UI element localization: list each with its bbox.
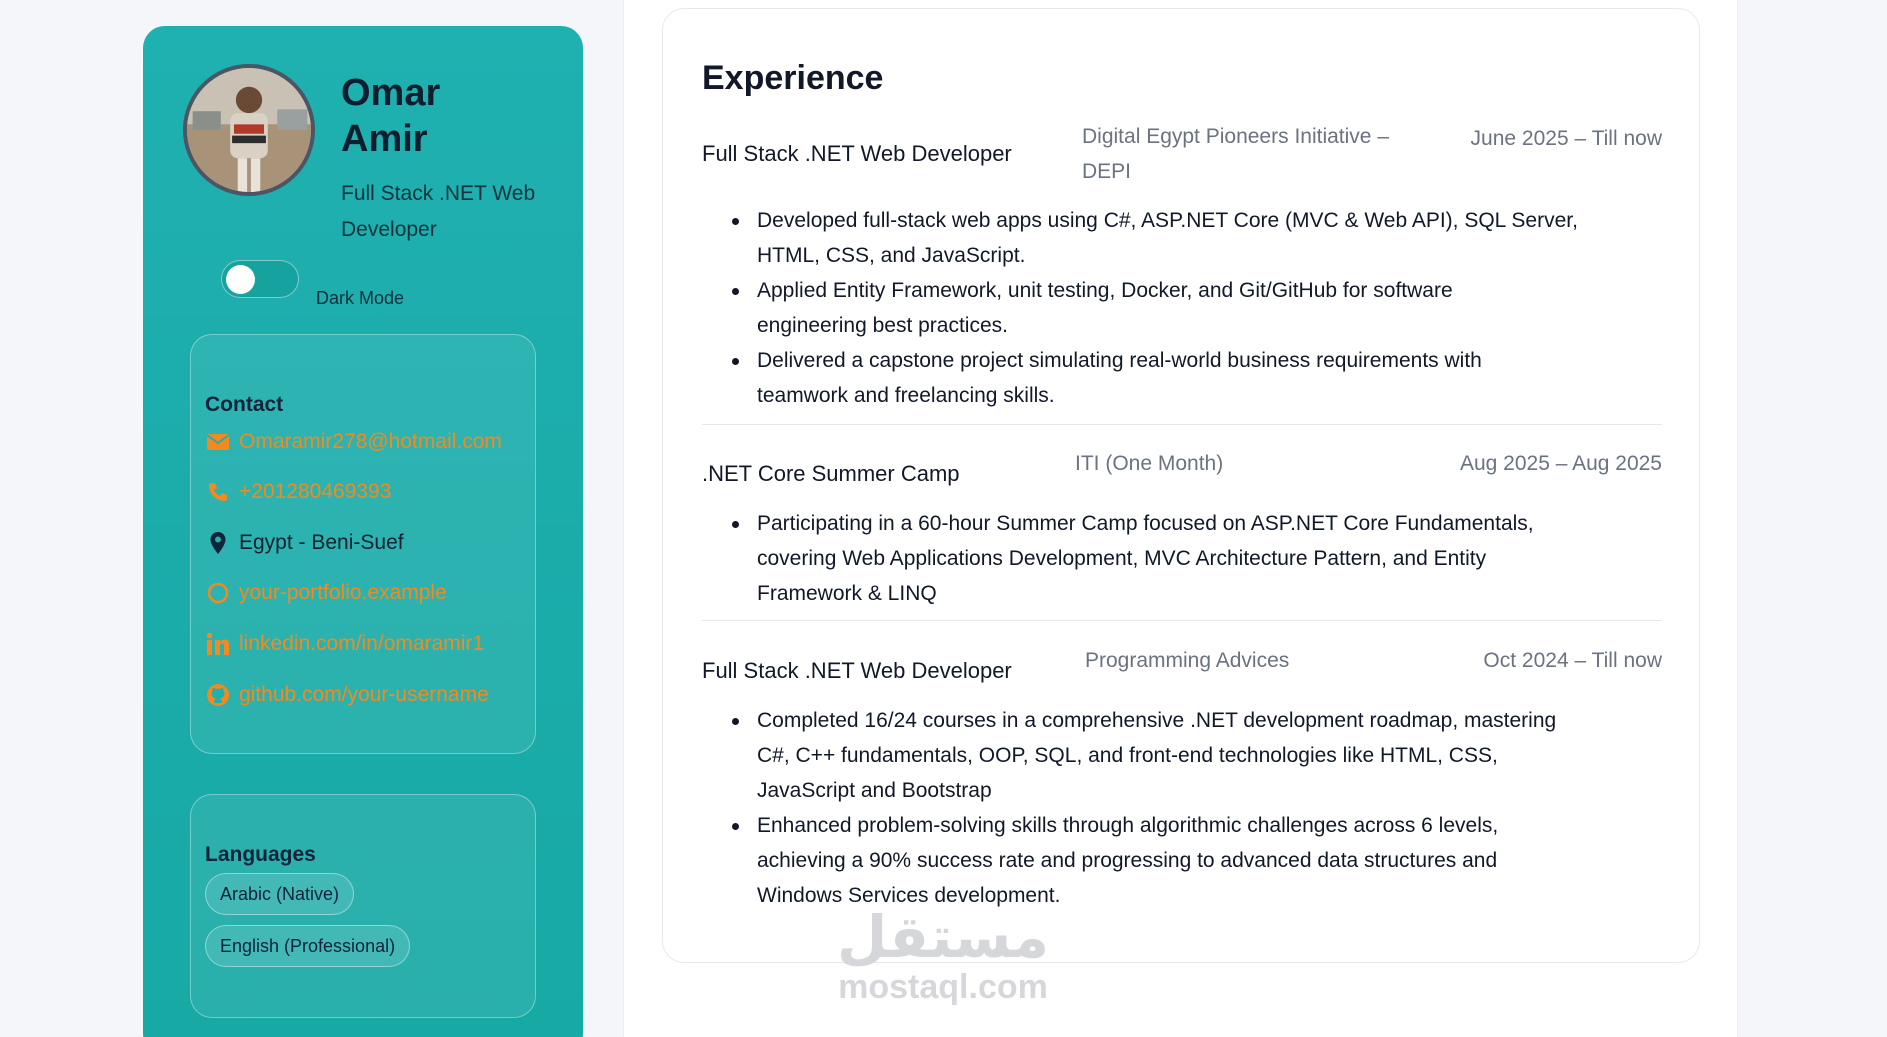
envelope-icon	[205, 429, 231, 455]
profile-name-first: Omar	[341, 72, 441, 114]
bullet-line: achieving a 90% success rate and progressing to advanced data structures and	[757, 849, 1498, 872]
email-link[interactable]	[205, 427, 502, 457]
job-bullet	[740, 703, 1556, 808]
job-item-programming-advices	[702, 643, 1662, 943]
email-text: Omaramir278@hotmail.com	[239, 430, 502, 453]
languages-card	[190, 794, 536, 1018]
profile-role	[341, 176, 561, 248]
bullet-line: Framework & LINQ	[757, 582, 937, 605]
profile-role-line2: Developer	[341, 218, 437, 241]
phone-text: +201280469393	[239, 480, 392, 503]
job-company-line2: DEPI	[1082, 160, 1132, 183]
job-company	[1082, 119, 1389, 189]
job-bullets	[740, 703, 1556, 913]
watermark-arabic: مستقل	[836, 903, 1050, 971]
dark-mode-toggle[interactable]	[221, 260, 299, 298]
job-bullets	[740, 203, 1578, 413]
job-bullet	[740, 808, 1556, 913]
portfolio-text: your-portfolio.example	[239, 581, 447, 604]
bullet-line: JavaScript and Bootstrap	[757, 779, 992, 802]
job-date: June 2025 – Till now	[1470, 127, 1662, 150]
bullet-line: Applied Entity Framework, unit testing, Docker, and Git/GitHub for software	[757, 279, 1453, 302]
job-bullet	[740, 203, 1578, 273]
bullet-line: Delivered a capstone project simulating real-world business requirements with	[757, 349, 1482, 372]
bullet-line: Completed 16/24 courses in a comprehensive .NET development roadmap, mastering	[757, 709, 1557, 732]
profile-name-last: Amir	[341, 118, 428, 160]
github-icon	[205, 682, 231, 708]
bullet-line: Participating in a 60-hour Summer Camp focused on ASP.NET Core Fundamentals,	[757, 512, 1534, 535]
contact-title: Contact	[205, 393, 284, 416]
dark-mode-label: Dark Mode	[316, 288, 405, 308]
location-row	[205, 528, 404, 558]
phone-icon	[205, 479, 231, 505]
main-content	[623, 0, 1738, 1037]
job-item-depi	[702, 119, 1662, 419]
job-bullet	[740, 343, 1578, 413]
avatar	[183, 64, 315, 196]
github-text: github.com/your-username	[239, 683, 489, 706]
language-chip-english: English (Professional)	[205, 925, 410, 967]
job-title: .NET Core Summer Camp	[702, 461, 960, 486]
watermark-latin: mostaql.com	[838, 968, 1048, 1006]
experience-title: Experience	[702, 59, 884, 97]
bullet-line: teamwork and freelancing skills.	[757, 384, 1055, 407]
bullet-line: Developed full-stack web apps using C#, ASP.NET Core (MVC & Web API), SQL Server,	[757, 209, 1578, 232]
profile-photo	[187, 68, 311, 192]
contact-card	[190, 334, 536, 754]
languages-title: Languages	[205, 843, 316, 866]
divider	[702, 424, 1662, 425]
linkedin-text: linkedin.com/in/omaramir1	[239, 632, 485, 655]
job-date: Oct 2024 – Till now	[1483, 649, 1662, 672]
phone-link[interactable]	[205, 477, 391, 507]
job-title: Full Stack .NET Web Developer	[702, 658, 1012, 683]
experience-card	[662, 8, 1700, 963]
divider	[702, 620, 1662, 621]
toggle-knob	[226, 265, 255, 294]
job-company: Programming Advices	[1085, 649, 1290, 672]
profile-role-line1: Full Stack .NET Web	[341, 182, 536, 205]
job-company: ITI (One Month)	[1075, 452, 1224, 475]
profile-sidebar	[143, 26, 583, 1037]
bullet-line: HTML, CSS, and JavaScript.	[757, 244, 1026, 267]
mostaql-watermark	[828, 905, 1058, 1005]
job-date: Aug 2025 – Aug 2025	[1459, 452, 1662, 475]
linkedin-link[interactable]	[205, 629, 484, 659]
job-item-iti	[702, 446, 1662, 606]
location-text: Egypt - Beni-Suef	[239, 531, 404, 554]
job-bullet	[740, 273, 1578, 343]
bullet-line: Windows Services development.	[757, 884, 1061, 907]
map-pin-icon	[205, 530, 231, 556]
bullet-line: Enhanced problem-solving skills through algorithmic challenges across 6 levels,	[757, 814, 1499, 837]
language-chip-arabic: Arabic (Native)	[205, 873, 354, 915]
bullet-line: covering Web Applications Development, MVC Architecture Pattern, and Entity	[757, 547, 1487, 570]
bullet-line: engineering best practices.	[757, 314, 1008, 337]
job-bullet	[740, 506, 1534, 611]
portfolio-link[interactable]	[205, 578, 447, 608]
job-company-line1: Digital Egypt Pioneers Initiative –	[1082, 125, 1389, 148]
job-bullets	[740, 506, 1534, 611]
profile-name	[341, 70, 541, 162]
globe-icon	[205, 580, 231, 606]
bullet-line: C#, C++ fundamentals, OOP, SQL, and front-end technologies like HTML, CSS,	[757, 744, 1498, 767]
github-link[interactable]	[205, 680, 489, 710]
job-title: Full Stack .NET Web Developer	[702, 141, 1012, 166]
linkedin-icon	[205, 631, 231, 657]
